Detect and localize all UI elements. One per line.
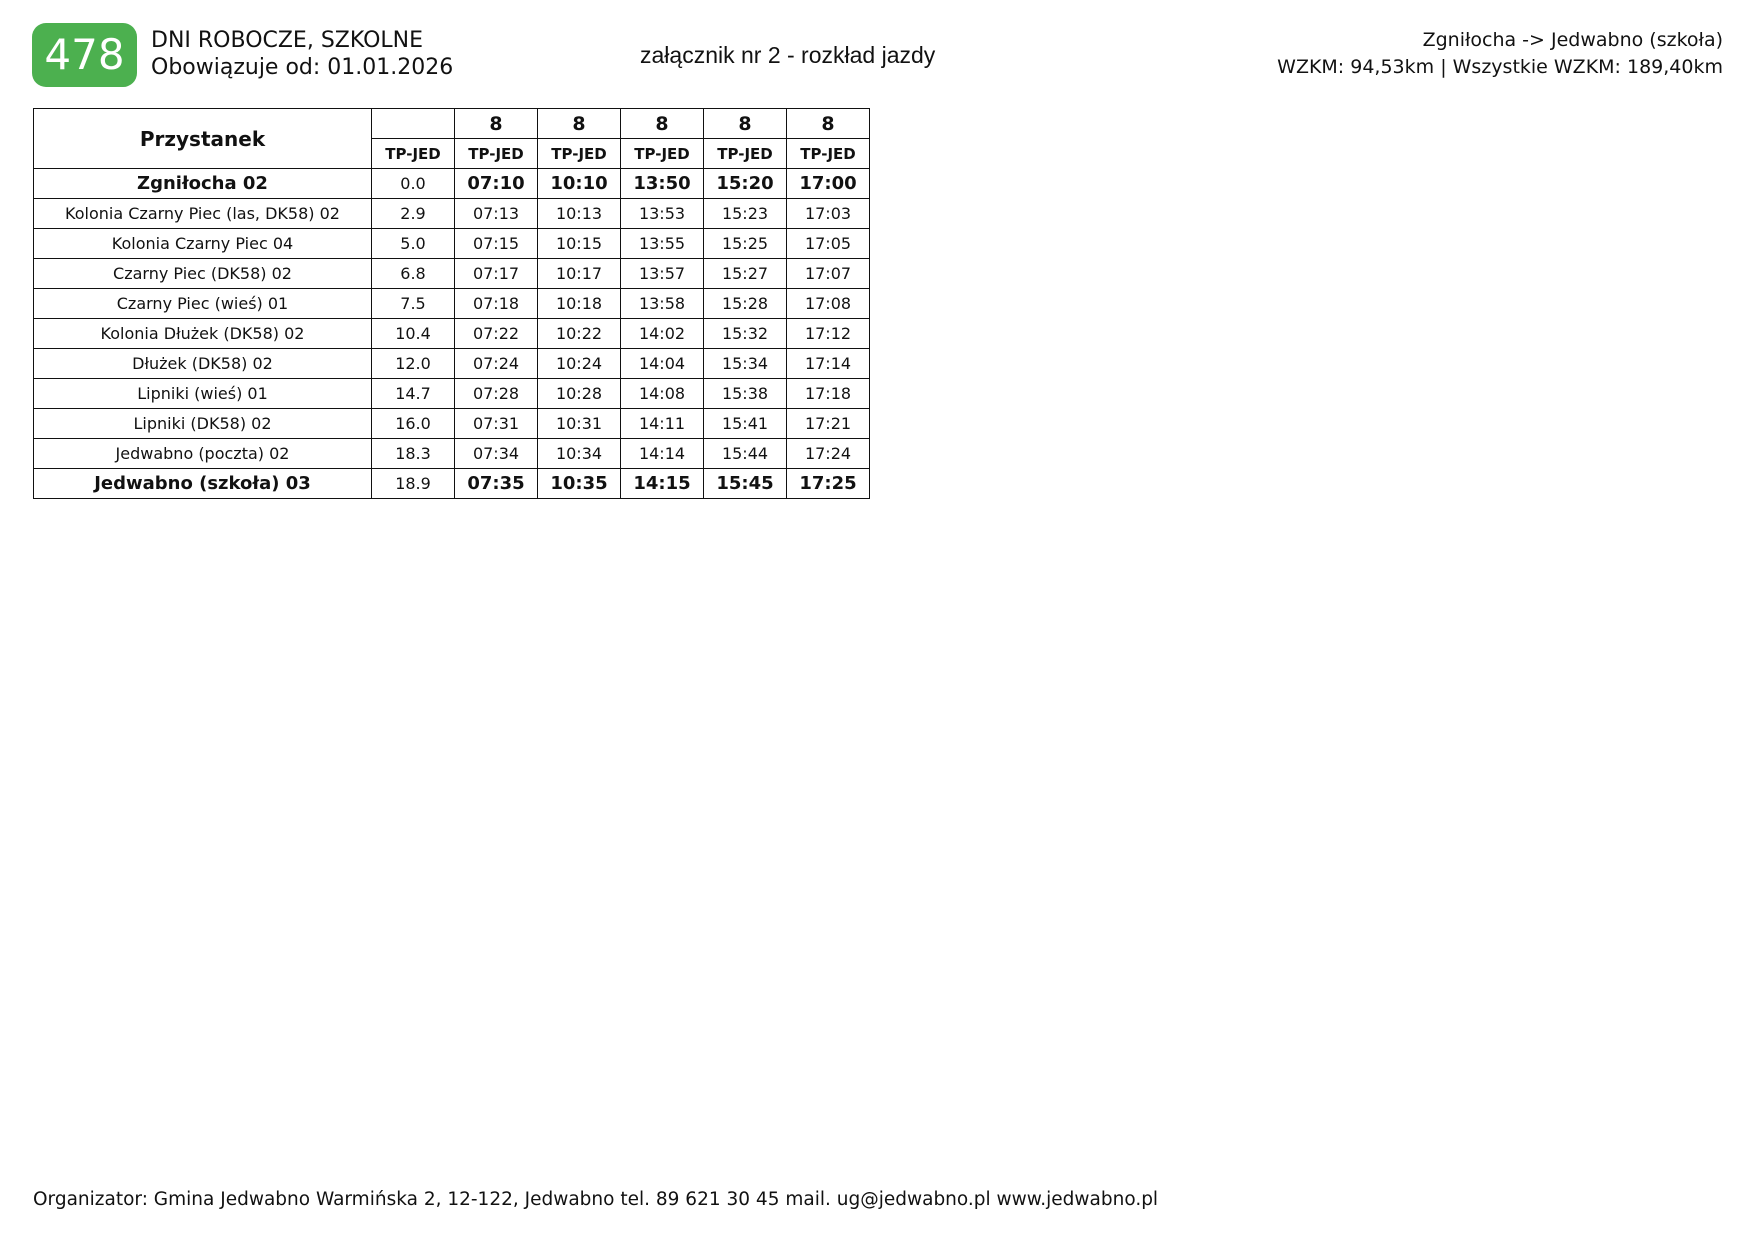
time-cell: 13:53 — [621, 199, 704, 229]
time-cell: 10:34 — [538, 439, 621, 469]
stop-name: Czarny Piec (DK58) 02 — [34, 259, 372, 289]
time-cell: 15:20 — [704, 169, 787, 199]
wzkm-summary: WZKM: 94,53km | Wszystkie WZKM: 189,40km — [1277, 56, 1723, 78]
time-cell: 14:11 — [621, 409, 704, 439]
stop-name: Kolonia Dłużek (DK58) 02 — [34, 319, 372, 349]
time-cell: 17:05 — [787, 229, 870, 259]
variant-cell: TP-JED — [538, 139, 621, 169]
brigade-cell: 8 — [455, 109, 538, 139]
km-cell: 10.4 — [372, 319, 455, 349]
time-cell: 07:28 — [455, 379, 538, 409]
brigade-cell: 8 — [704, 109, 787, 139]
time-cell: 07:24 — [455, 349, 538, 379]
table-row — [34, 469, 870, 499]
km-cell: 5.0 — [372, 229, 455, 259]
time-cell: 13:58 — [621, 289, 704, 319]
schedule-info — [151, 27, 453, 81]
timetable — [33, 108, 870, 499]
km-cell: 6.8 — [372, 259, 455, 289]
time-cell: 15:45 — [704, 469, 787, 499]
time-cell: 17:07 — [787, 259, 870, 289]
time-cell: 17:25 — [787, 469, 870, 499]
time-cell: 15:41 — [704, 409, 787, 439]
km-cell: 0.0 — [372, 169, 455, 199]
time-cell: 14:15 — [621, 469, 704, 499]
time-cell: 07:13 — [455, 199, 538, 229]
time-cell: 14:04 — [621, 349, 704, 379]
time-cell: 10:18 — [538, 289, 621, 319]
time-cell: 15:38 — [704, 379, 787, 409]
km-cell: 2.9 — [372, 199, 455, 229]
stop-name: Czarny Piec (wieś) 01 — [34, 289, 372, 319]
table-row — [34, 409, 870, 439]
stop-column-header: Przystanek — [34, 109, 372, 169]
time-cell: 07:15 — [455, 229, 538, 259]
brigade-cell: 8 — [538, 109, 621, 139]
time-cell: 15:25 — [704, 229, 787, 259]
table-row — [34, 379, 870, 409]
time-cell: 15:32 — [704, 319, 787, 349]
stop-name: Lipniki (DK58) 02 — [34, 409, 372, 439]
time-cell: 15:44 — [704, 439, 787, 469]
table-row — [34, 229, 870, 259]
time-cell: 17:18 — [787, 379, 870, 409]
time-cell: 14:14 — [621, 439, 704, 469]
footer-organizer: Organizator: Gmina Jedwabno Warmińska 2, 12-122, Jedwabno tel. 89 621 30 45 mail. ug@jedwabno.pl www.jedwabno.pl — [33, 1189, 1159, 1210]
variant-cell: TP-JED — [704, 139, 787, 169]
time-cell: 10:10 — [538, 169, 621, 199]
route-name: Zgniłocha -> Jedwabno (szkoła) — [1422, 29, 1723, 51]
time-cell: 07:35 — [455, 469, 538, 499]
stop-name: Zgniłocha 02 — [34, 169, 372, 199]
table-row — [34, 259, 870, 289]
table-row — [34, 439, 870, 469]
stop-name: Jedwabno (szkoła) 03 — [34, 469, 372, 499]
km-cell: 12.0 — [372, 349, 455, 379]
line-number-badge: 478 — [32, 23, 137, 87]
time-cell: 10:35 — [538, 469, 621, 499]
table-row — [34, 289, 870, 319]
table-row — [34, 169, 870, 199]
time-cell: 10:31 — [538, 409, 621, 439]
time-cell: 13:57 — [621, 259, 704, 289]
time-cell: 15:23 — [704, 199, 787, 229]
time-cell: 07:34 — [455, 439, 538, 469]
valid-from: Obowiązuje od: 01.01.2026 — [151, 55, 454, 80]
brigade-row — [34, 109, 870, 139]
time-cell: 17:08 — [787, 289, 870, 319]
km-cell: 18.9 — [372, 469, 455, 499]
time-cell: 17:24 — [787, 439, 870, 469]
km-cell: 18.3 — [372, 439, 455, 469]
timetable-body — [34, 169, 870, 499]
time-cell: 13:50 — [621, 169, 704, 199]
time-cell: 17:14 — [787, 349, 870, 379]
time-cell: 17:21 — [787, 409, 870, 439]
time-cell: 17:03 — [787, 199, 870, 229]
table-row — [34, 349, 870, 379]
route-info — [1277, 27, 1723, 81]
km-cell: 14.7 — [372, 379, 455, 409]
stop-name: Kolonia Czarny Piec 04 — [34, 229, 372, 259]
table-row — [34, 319, 870, 349]
time-cell: 15:34 — [704, 349, 787, 379]
stop-name: Lipniki (wieś) 01 — [34, 379, 372, 409]
time-cell: 10:17 — [538, 259, 621, 289]
day-type: DNI ROBOCZE, SZKOLNE — [151, 28, 424, 53]
km-cell: 16.0 — [372, 409, 455, 439]
variant-cell: TP-JED — [621, 139, 704, 169]
table-row — [34, 199, 870, 229]
time-cell: 17:12 — [787, 319, 870, 349]
time-cell: 07:31 — [455, 409, 538, 439]
time-cell: 07:17 — [455, 259, 538, 289]
brigade-cell: 8 — [787, 109, 870, 139]
timetable-header — [34, 109, 870, 169]
km-cell: 7.5 — [372, 289, 455, 319]
stop-name: Jedwabno (poczta) 02 — [34, 439, 372, 469]
time-cell: 10:15 — [538, 229, 621, 259]
time-cell: 14:02 — [621, 319, 704, 349]
km-brigade-cell — [372, 109, 455, 139]
time-cell: 07:10 — [455, 169, 538, 199]
time-cell: 14:08 — [621, 379, 704, 409]
time-cell: 10:28 — [538, 379, 621, 409]
km-variant-cell: TP-JED — [372, 139, 455, 169]
time-cell: 07:22 — [455, 319, 538, 349]
time-cell: 07:18 — [455, 289, 538, 319]
time-cell: 17:00 — [787, 169, 870, 199]
time-cell: 10:13 — [538, 199, 621, 229]
variant-cell: TP-JED — [787, 139, 870, 169]
time-cell: 15:27 — [704, 259, 787, 289]
brigade-cell: 8 — [621, 109, 704, 139]
time-cell: 13:55 — [621, 229, 704, 259]
attachment-title: załącznik nr 2 - rozkład jazdy — [640, 42, 936, 68]
time-cell: 10:24 — [538, 349, 621, 379]
variant-cell: TP-JED — [455, 139, 538, 169]
time-cell: 15:28 — [704, 289, 787, 319]
time-cell: 10:22 — [538, 319, 621, 349]
stop-name: Kolonia Czarny Piec (las, DK58) 02 — [34, 199, 372, 229]
stop-name: Dłużek (DK58) 02 — [34, 349, 372, 379]
